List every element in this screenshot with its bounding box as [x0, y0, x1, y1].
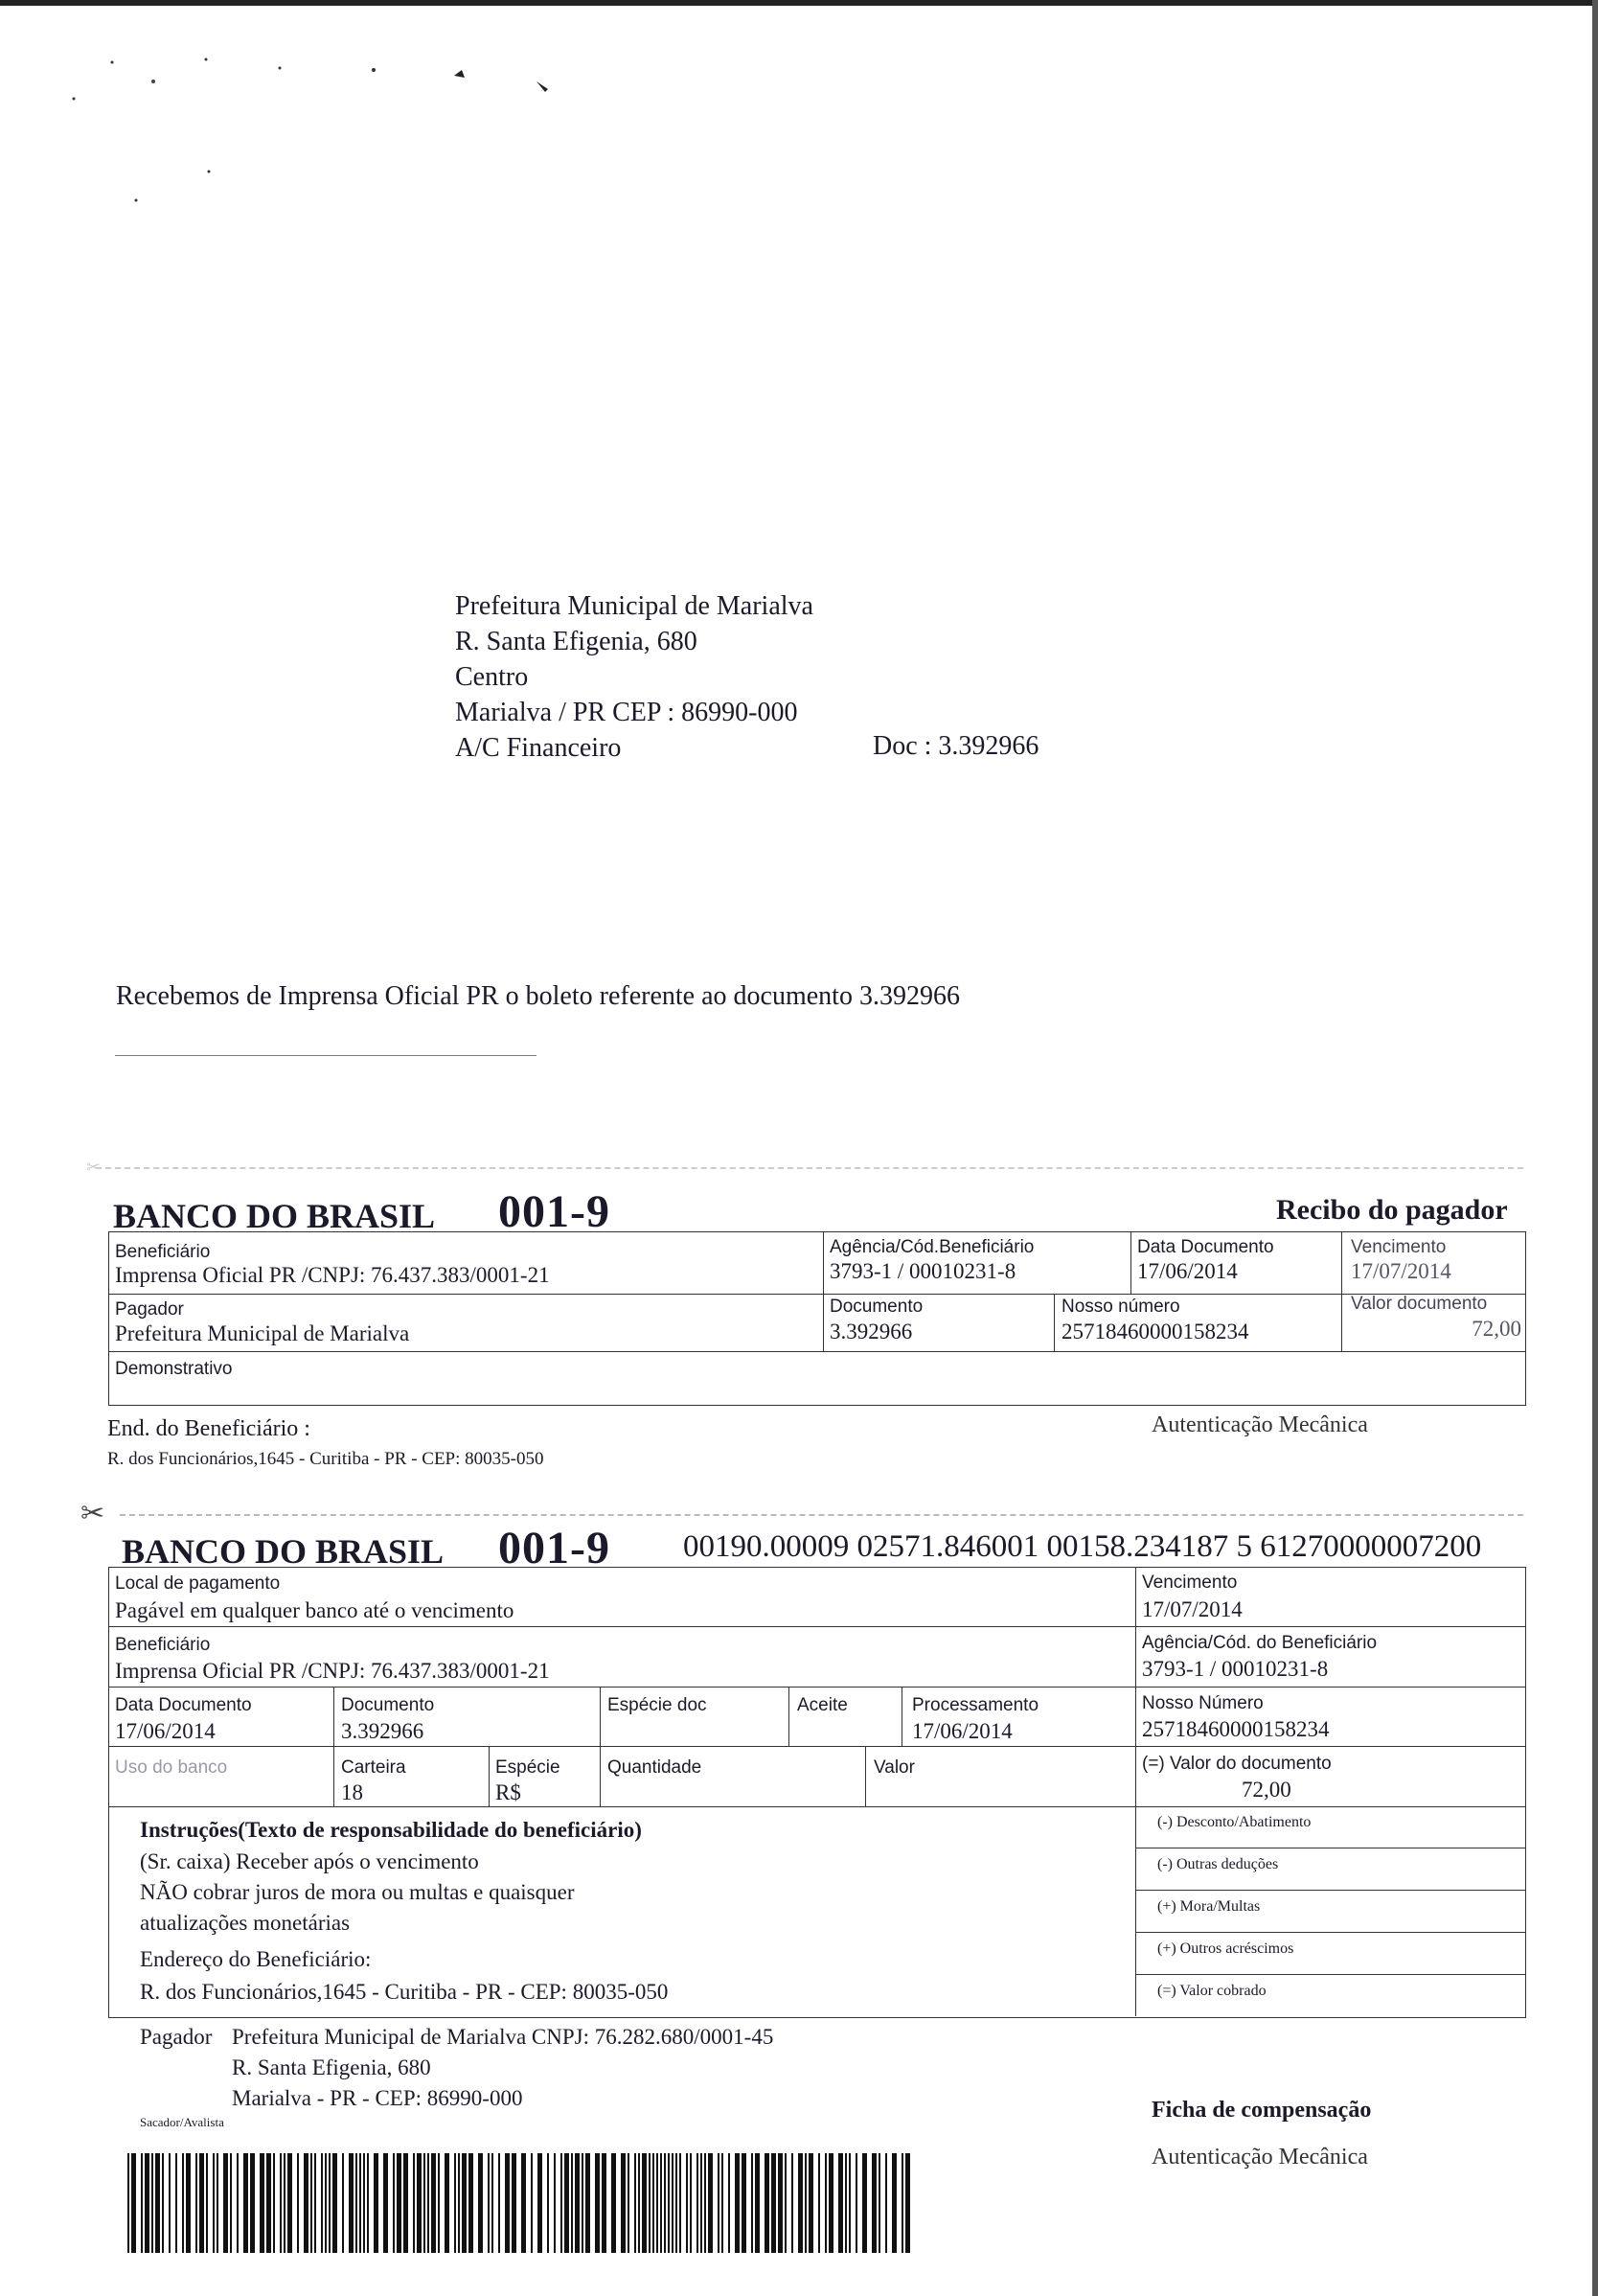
barcode-bar [825, 2153, 827, 2253]
end-beneficiario-label: End. do Beneficiário : [107, 1416, 310, 1441]
barcode-bar [488, 2153, 490, 2253]
receipt-title: Recibo do pagador [1276, 1194, 1508, 1226]
barcode-bar [521, 2153, 526, 2253]
desconto-label: (-) Desconto/Abatimento [1157, 1814, 1312, 1830]
barcode [127, 2153, 911, 2253]
scissors-icon: ✂ [86, 1158, 102, 1178]
slip-rule [600, 1687, 601, 1806]
receipt-pagador-value: Prefeitura Municipal de Marialva [115, 1321, 410, 1345]
barcode-bar [454, 2153, 456, 2253]
slip-valor-documento-label: (=) Valor do documento [1142, 1754, 1332, 1774]
barcode-bar [413, 2153, 415, 2253]
cut-line [96, 1167, 1523, 1169]
barcode-bar [417, 2153, 422, 2253]
barcode-bar [829, 2153, 833, 2253]
barcode-bar [321, 2153, 323, 2253]
receipt-note: Recebemos de Imprensa Oficial PR o boleto referente ao documento 3.392966 [116, 981, 960, 1011]
uso-banco-label: Uso do banco [115, 1757, 228, 1778]
slip-rule [108, 1626, 1526, 1627]
scan-top-edge [0, 0, 1598, 6]
slip-pagador-line: Prefeitura Municipal de Marialva CNPJ: 76.282.680/0001-45 [232, 2025, 774, 2049]
barcode-bar [217, 2153, 218, 2253]
slip-documento-value: 3.392966 [341, 1719, 424, 1743]
local-pagamento-label: Local de pagamento [115, 1573, 281, 1594]
barcode-bar [818, 2153, 820, 2253]
receipt-valor-documento-label: Valor documento [1351, 1294, 1488, 1314]
barcode-bar [838, 2153, 843, 2253]
carteira-label: Carteira [341, 1757, 406, 1778]
quantidade-label: Quantidade [607, 1757, 702, 1778]
slip-documento-label: Documento [341, 1695, 435, 1715]
barcode-bar [690, 2153, 692, 2253]
barcode-bar [531, 2153, 533, 2253]
receipt-beneficiario-label: Beneficiário [115, 1242, 211, 1262]
sacador-label: Sacador/Avalista [140, 2115, 224, 2129]
receipt-agencia-label: Agência/Cód.Beneficiário [830, 1237, 1035, 1257]
slip-bank-code: 001-9 [498, 1523, 610, 1573]
slip-rule [489, 1746, 490, 1806]
barcode-bar [862, 2153, 867, 2253]
barcode-bar [656, 2153, 658, 2253]
barcode-bar [314, 2153, 316, 2253]
cut-line [120, 1514, 1523, 1516]
barcode-bar [498, 2153, 500, 2253]
end-beneficiario-value: R. dos Funcionários,1645 - Curitiba - PR - CEP: 80035-050 [107, 1449, 544, 1469]
slip-vencimento-value: 17/07/2014 [1142, 1597, 1243, 1621]
receipt-nosso-numero-label: Nosso número [1062, 1297, 1180, 1317]
barcode-bar [359, 2153, 361, 2253]
barcode-bar [297, 2153, 299, 2253]
barcode-bar [537, 2153, 542, 2253]
processamento-label: Processamento [912, 1695, 1039, 1715]
barcode-bar [438, 2153, 440, 2253]
receipt-data-documento-label: Data Documento [1137, 1237, 1274, 1257]
receipt-documento-label: Documento [830, 1297, 924, 1317]
barcode-bar [704, 2153, 706, 2253]
barcode-bar [755, 2153, 760, 2253]
receipt-autenticacao: Autenticação Mecânica [1152, 1412, 1368, 1437]
slip-rule [865, 1746, 866, 1806]
barcode-bar [195, 2153, 197, 2253]
barcode-bar [791, 2153, 793, 2253]
slip-rule [1135, 1974, 1526, 1975]
barcode-bar [131, 2153, 136, 2253]
barcode-bar [778, 2153, 783, 2253]
slip-rule [788, 1687, 789, 1746]
barcode-bar [686, 2153, 688, 2253]
barcode-bar [885, 2153, 887, 2253]
barcode-bar [151, 2153, 153, 2253]
barcode-bar [280, 2153, 282, 2253]
processamento-value: 17/06/2014 [912, 1719, 1013, 1743]
receipt-nosso-numero-value: 25718460000158234 [1062, 1320, 1249, 1343]
local-pagamento-value: Pagável em qualquer banco até o vencimento [115, 1598, 514, 1622]
especie-label: Espécie [495, 1757, 560, 1778]
barcode-bar [169, 2153, 171, 2253]
barcode-bar [273, 2153, 275, 2253]
slip-pagador-line: Marialva - PR - CEP: 86990-000 [232, 2086, 523, 2110]
receipt-valor-documento-value: 72,00 [1472, 1317, 1521, 1341]
aceite-label: Aceite [797, 1695, 848, 1715]
receipt-rule [108, 1294, 1526, 1295]
slip-data-documento-label: Data Documento [115, 1695, 252, 1715]
receipt-pagador-label: Pagador [115, 1299, 184, 1320]
barcode-bar [660, 2153, 662, 2253]
barcode-bar [602, 2153, 606, 2253]
barcode-bar [266, 2153, 271, 2253]
barcode-bar [383, 2153, 388, 2253]
barcode-bar [141, 2153, 143, 2253]
barcode-bar [310, 2153, 312, 2253]
barcode-bar [700, 2153, 702, 2253]
receipt-beneficiario-value: Imprensa Oficial PR /CNPJ: 76.437.383/0001-21 [115, 1263, 550, 1287]
barcode-bar [785, 2153, 787, 2253]
barcode-bar [260, 2153, 264, 2253]
receipt-rule [1054, 1294, 1055, 1351]
barcode-bar [468, 2153, 473, 2253]
barcode-bar [696, 2153, 698, 2253]
instrucao-line: (Sr. caixa) Receber após o vencimento [140, 1849, 479, 1873]
barcode-bar [423, 2153, 425, 2253]
receipt-vencimento-label: Vencimento [1351, 1237, 1447, 1257]
barcode-bar [175, 2153, 177, 2253]
barcode-bar [721, 2153, 723, 2253]
nosso-numero-value: 25718460000158234 [1142, 1717, 1330, 1741]
barcode-bar [879, 2153, 880, 2253]
recipient-line: Centro [455, 662, 529, 692]
slip-rule [108, 1746, 1526, 1747]
barcode-bar [582, 2153, 583, 2253]
outras-deducoes-label: (-) Outras deduções [1157, 1856, 1279, 1872]
receipt-demonstrativo-label: Demonstrativo [115, 1359, 233, 1379]
barcode-bar [809, 2153, 813, 2253]
barcode-bar [284, 2153, 285, 2253]
barcode-bar [742, 2153, 746, 2253]
slip-agencia-label: Agência/Cód. do Beneficiário [1142, 1633, 1378, 1653]
slip-valor-documento-value: 72,00 [1242, 1778, 1291, 1802]
barcode-bar [512, 2153, 516, 2253]
barcode-bar [675, 2153, 677, 2253]
barcode-bar [505, 2153, 510, 2253]
barcode-bar [186, 2153, 191, 2253]
barcode-bar [145, 2153, 149, 2253]
receipt-agencia-value: 3793-1 / 00010231-8 [830, 1259, 1016, 1283]
barcode-bar [445, 2153, 449, 2253]
ficha-compensacao-label: Ficha de compensação [1152, 2098, 1372, 2123]
slip-rule [1135, 1932, 1526, 1933]
slip-bank-name: BANCO DO BRASIL [122, 1532, 445, 1571]
slip-rule [108, 1806, 1526, 1807]
barcode-bar [237, 2153, 239, 2253]
outros-acrescimos-label: (+) Outros acréscimos [1157, 1940, 1294, 1957]
barcode-bar [363, 2153, 365, 2253]
receipt-rule [108, 1351, 1526, 1352]
receipt-bank-code: 001-9 [498, 1186, 610, 1237]
slip-rule [333, 1687, 334, 1806]
barcode-bar [595, 2153, 600, 2253]
barcode-bar [325, 2153, 327, 2253]
barcode-bar [872, 2153, 877, 2253]
barcode-bar [735, 2153, 740, 2253]
barcode-bar [230, 2153, 232, 2253]
barcode-bar [182, 2153, 184, 2253]
barcode-bar [250, 2153, 255, 2253]
barcode-bar [355, 2153, 357, 2253]
barcode-bar [155, 2153, 160, 2253]
barcode-bar [206, 2153, 208, 2253]
barcode-bar [765, 2153, 769, 2253]
receipt-documento-value: 3.392966 [830, 1320, 913, 1343]
barcode-bar [223, 2153, 228, 2253]
barcode-bar [575, 2153, 580, 2253]
barcode-bar [718, 2153, 719, 2253]
barcode-bar [403, 2153, 408, 2253]
barcode-bar [199, 2153, 204, 2253]
doc-number: Doc : 3.392966 [873, 731, 1039, 761]
slip-pagador-line: R. Santa Efigenia, 680 [232, 2055, 431, 2079]
barcode-bar [628, 2153, 629, 2253]
slip-beneficiario-label: Beneficiário [115, 1635, 211, 1655]
barcode-bar [393, 2153, 395, 2253]
barcode-bar [856, 2153, 857, 2253]
slip-pagador-label: Pagador [140, 2025, 213, 2049]
recipient-line: Marialva / PR CEP : 86990-000 [455, 698, 798, 727]
mora-multas-label: (+) Mora/Multas [1157, 1898, 1261, 1915]
barcode-bar [462, 2153, 467, 2253]
barcode-bar [902, 2153, 903, 2253]
barcode-bar [213, 2153, 215, 2253]
especie-value: R$ [495, 1780, 521, 1804]
barcode-bar [367, 2153, 369, 2253]
nosso-numero-label: Nosso Número [1142, 1693, 1264, 1713]
signature-line [115, 1055, 536, 1056]
barcode-bar [397, 2153, 401, 2253]
barcode-bar [162, 2153, 164, 2253]
barcode-bar [805, 2153, 807, 2253]
recipient-address [455, 588, 813, 766]
instrucoes-title: Instruções(Texto de responsabilidade do beneficiário) [140, 1818, 642, 1842]
barcode-bar [611, 2153, 616, 2253]
scissors-icon: ✂ [80, 1497, 105, 1530]
carteira-value: 18 [341, 1780, 363, 1804]
barcode-bar [649, 2153, 651, 2253]
barcode-bar [374, 2153, 378, 2253]
barcode-bar [478, 2153, 483, 2253]
slip-rule [108, 1687, 1526, 1688]
barcode-bar [672, 2153, 673, 2253]
barcode-bar [892, 2153, 897, 2253]
barcode-bar [585, 2153, 590, 2253]
barcode-bar [634, 2153, 636, 2253]
instrucao-line: R. dos Funcionários,1645 - Curitiba - PR - CEP: 80035-050 [140, 1980, 669, 2004]
barcode-bar [621, 2153, 626, 2253]
valor-cobrado-label: (=) Valor cobrado [1157, 1983, 1267, 1999]
barcode-bar [728, 2153, 730, 2253]
slip-data-documento-value: 17/06/2014 [115, 1719, 216, 1743]
barcode-bar [668, 2153, 670, 2253]
recipient-line: A/C Financeiro [455, 733, 622, 763]
barcode-bar [287, 2153, 292, 2253]
instrucao-line: atualizações monetárias [140, 1911, 351, 1935]
barcode-bar [905, 2153, 910, 2253]
slip-beneficiario-value: Imprensa Oficial PR /CNPJ: 76.437.383/0001-21 [115, 1659, 550, 1683]
receipt-rule [1130, 1231, 1131, 1294]
barcode-bar [342, 2153, 344, 2253]
barcode-bar [127, 2153, 129, 2253]
barcode-bar [638, 2153, 640, 2253]
valor-label: Valor [874, 1757, 915, 1778]
barcode-bar [652, 2153, 654, 2253]
barcode-bar [554, 2153, 556, 2253]
barcode-bar [664, 2153, 666, 2253]
barcode-bar [304, 2153, 308, 2253]
scan-right-edge [1592, 0, 1598, 2296]
linha-digitavel: 00190.00009 02571.846001 00158.234187 5 61270000007200 [683, 1529, 1482, 1564]
barcode-bar [564, 2153, 569, 2253]
barcode-bar [845, 2153, 847, 2253]
barcode-bar [458, 2153, 460, 2253]
receipt-rule [1341, 1231, 1342, 1351]
slip-vencimento-label: Vencimento [1142, 1573, 1238, 1593]
receipt-vencimento-value: 17/07/2014 [1351, 1259, 1451, 1283]
barcode-bar [427, 2153, 429, 2253]
recipient-line: Prefeitura Municipal de Marialva [455, 591, 813, 621]
barcode-bar [243, 2153, 248, 2253]
barcode-bar [642, 2153, 647, 2253]
receipt-data-documento-value: 17/06/2014 [1137, 1259, 1238, 1283]
receipt-box [108, 1231, 1526, 1406]
slip-autenticacao: Autenticação Mecânica [1152, 2145, 1368, 2170]
instrucao-line: Endereço do Beneficiário: [140, 1947, 372, 1971]
scan-specks [67, 53, 642, 206]
barcode-bar [329, 2153, 331, 2253]
receipt-rule [823, 1231, 824, 1351]
instrucao-line: NÃO cobrar juros de mora ou multas e quaisquer [140, 1880, 575, 1904]
barcode-bar [349, 2153, 354, 2253]
barcode-bar [431, 2153, 436, 2253]
barcode-bar [547, 2153, 549, 2253]
barcode-bar [708, 2153, 713, 2253]
slip-agencia-value: 3793-1 / 00010231-8 [1142, 1657, 1329, 1681]
barcode-bar [332, 2153, 337, 2253]
receipt-bank-name: BANCO DO BRASIL [113, 1197, 436, 1235]
barcode-bar [560, 2153, 562, 2253]
barcode-bar [571, 2153, 573, 2253]
barcode-bar [491, 2153, 493, 2253]
slip-rule [1135, 1567, 1136, 2016]
barcode-bar [849, 2153, 851, 2253]
barcode-bar [798, 2153, 803, 2253]
recipient-line: R. Santa Efigenia, 680 [455, 627, 697, 656]
barcode-bar [679, 2153, 681, 2253]
slip-rule [1135, 1890, 1526, 1891]
especie-doc-label: Espécie doc [607, 1695, 707, 1715]
barcode-bar [771, 2153, 776, 2253]
barcode-bar [751, 2153, 753, 2253]
